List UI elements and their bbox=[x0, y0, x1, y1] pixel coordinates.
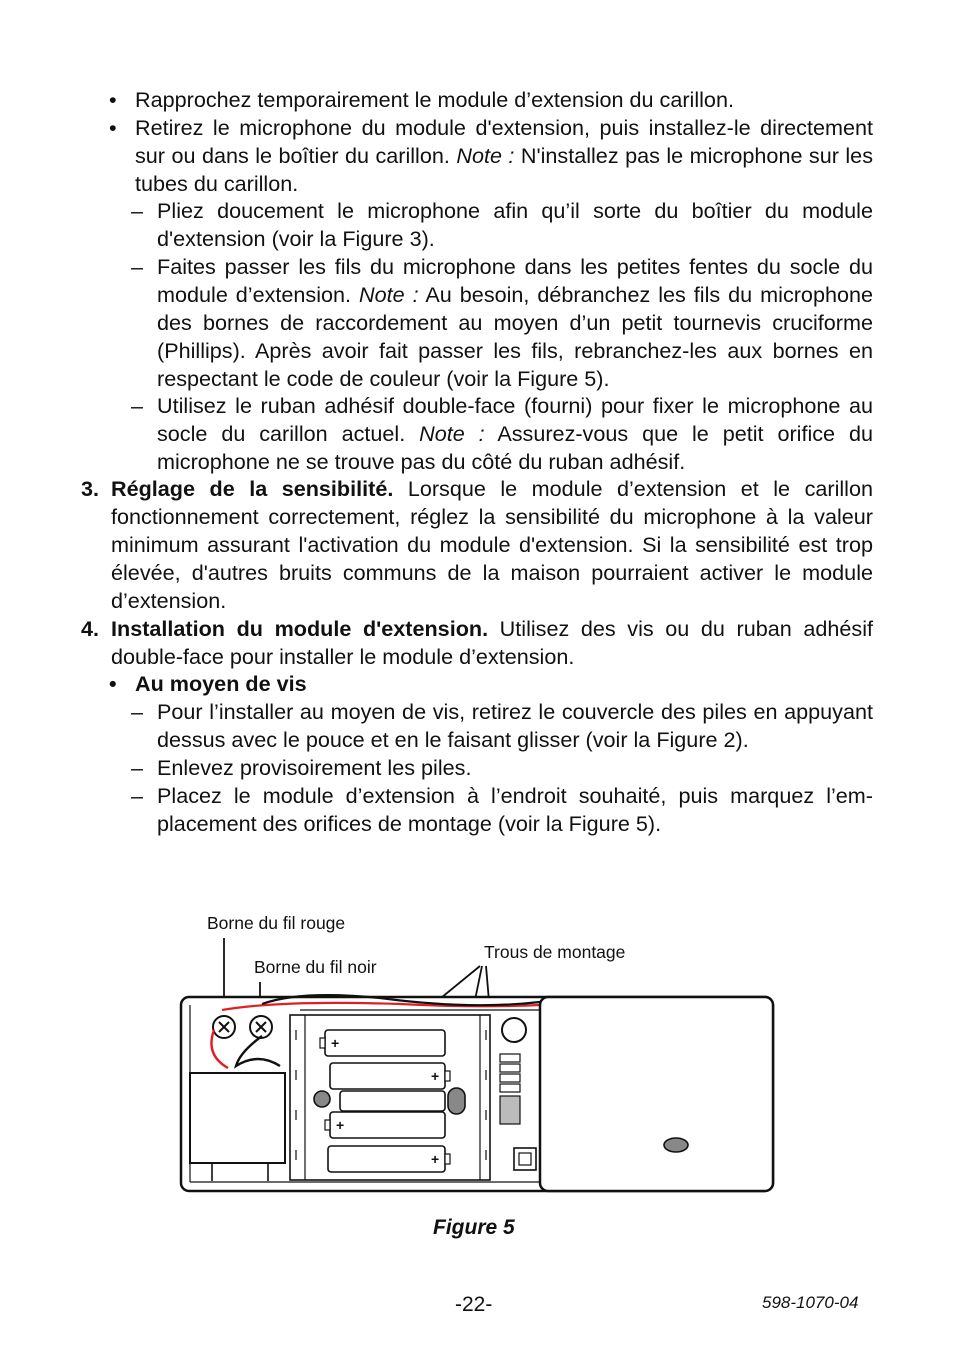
battery-cover bbox=[540, 997, 773, 1191]
item-title: Installation du module d'extension. bbox=[111, 616, 489, 641]
item-number: 3. bbox=[81, 476, 100, 501]
battery-plus-label: + bbox=[431, 1068, 440, 1084]
bullet-text: Rapprochez temporairement le module d’extension du carillon. bbox=[135, 87, 734, 112]
bullet-text: Retirez le microphone du module d'extension, puis installez-le directement sur ou dans le boîtier du carillon. bbox=[135, 115, 873, 168]
dash-text: Pour l’installer au moyen de vis, retirez le couvercle des piles en appuyant dessus avec le pouce et en le faisant glisser (voir la Figure 2). bbox=[157, 699, 873, 752]
dash-text: Pliez doucement le microphone afin qu’il sorte du boîtier du module d'extension (voir la Figure 3). bbox=[157, 198, 873, 251]
dash-marker: – bbox=[131, 393, 144, 418]
note-label: Note : bbox=[359, 281, 419, 307]
red-wire-terminal bbox=[213, 1016, 235, 1038]
label-mounting-holes: Trous de montage bbox=[484, 942, 626, 962]
battery-plus-label: + bbox=[431, 1151, 440, 1167]
label-red-terminal: Borne du fil rouge bbox=[207, 913, 346, 933]
item-text: Utilisez des vis ou du ruban adhésif double-face pour installer le module d’extension. bbox=[111, 616, 873, 669]
dash-marker: – bbox=[131, 699, 144, 724]
battery-plus-label: + bbox=[336, 1117, 345, 1133]
figure-caption: Figure 5 bbox=[433, 1216, 515, 1239]
black-wire-terminal bbox=[250, 1016, 272, 1038]
bullet-text: N'installez pas le microphone sur les tubes du carillon. bbox=[135, 142, 873, 196]
bullet-marker: • bbox=[109, 671, 117, 696]
dash-text: Assurez-vous que le petit orifice du microphone ne se trouve pas du côté du ruban adhésif. bbox=[157, 420, 873, 474]
mounting-hole bbox=[448, 1088, 465, 1114]
note-label: Note : bbox=[456, 142, 515, 168]
item-title: Réglage de la sensibilité. bbox=[111, 476, 394, 501]
dash-marker: – bbox=[131, 755, 144, 780]
item-number: 4. bbox=[81, 616, 100, 641]
note-label: Note : bbox=[419, 420, 485, 446]
dash-marker: – bbox=[131, 254, 144, 279]
battery-3 bbox=[340, 1091, 445, 1111]
sub-title: Au moyen de vis bbox=[135, 671, 307, 696]
dash-text: Faites passer les fils du microphone dans les petites fentes du socle du module d’extension. bbox=[157, 254, 873, 307]
battery-plus-label: + bbox=[331, 1035, 340, 1051]
page-number: -22- bbox=[455, 1293, 493, 1316]
dash-text: Au besoin, débranchez les fils du microphone des bornes de raccordement au moyen d’un petit tournevis cruciforme (Phillips). Après avoir fait passer les fils, rebranchez-les aux bornes en respectant le code de couleur (voir la Figure 5). bbox=[157, 281, 873, 391]
mounting-hole bbox=[314, 1091, 330, 1107]
bullet-marker: • bbox=[109, 115, 117, 140]
dash-marker: – bbox=[131, 783, 144, 808]
label-black-terminal: Borne du fil noir bbox=[254, 957, 377, 977]
document-number: 598-1070-04 bbox=[762, 1293, 859, 1312]
dash-text: Utilisez le ruban adhésif double-face (fourni) pour fixer le microphone au socle du carillon actuel. bbox=[157, 393, 873, 446]
bullet-marker: • bbox=[109, 87, 117, 112]
dash-text: Enlevez provisoirement les piles. bbox=[157, 755, 472, 780]
dash-text: Placez le module d’extension à l’endroit souhaité, puis marquez l’emplacement des orifices de montage (voir la Figure 5). bbox=[157, 783, 873, 836]
dash-marker: – bbox=[131, 198, 144, 223]
item-text: Lorsque le module d’extension et le carillon fonctionnement correctement, réglez la sensibilité du microphone à la valeur minimum assurant l'activation du module d'extension. Si la sensibilité est trop élevée, d'autres bruits communs de la maison pourraient activer le module d’extension. bbox=[111, 476, 873, 613]
